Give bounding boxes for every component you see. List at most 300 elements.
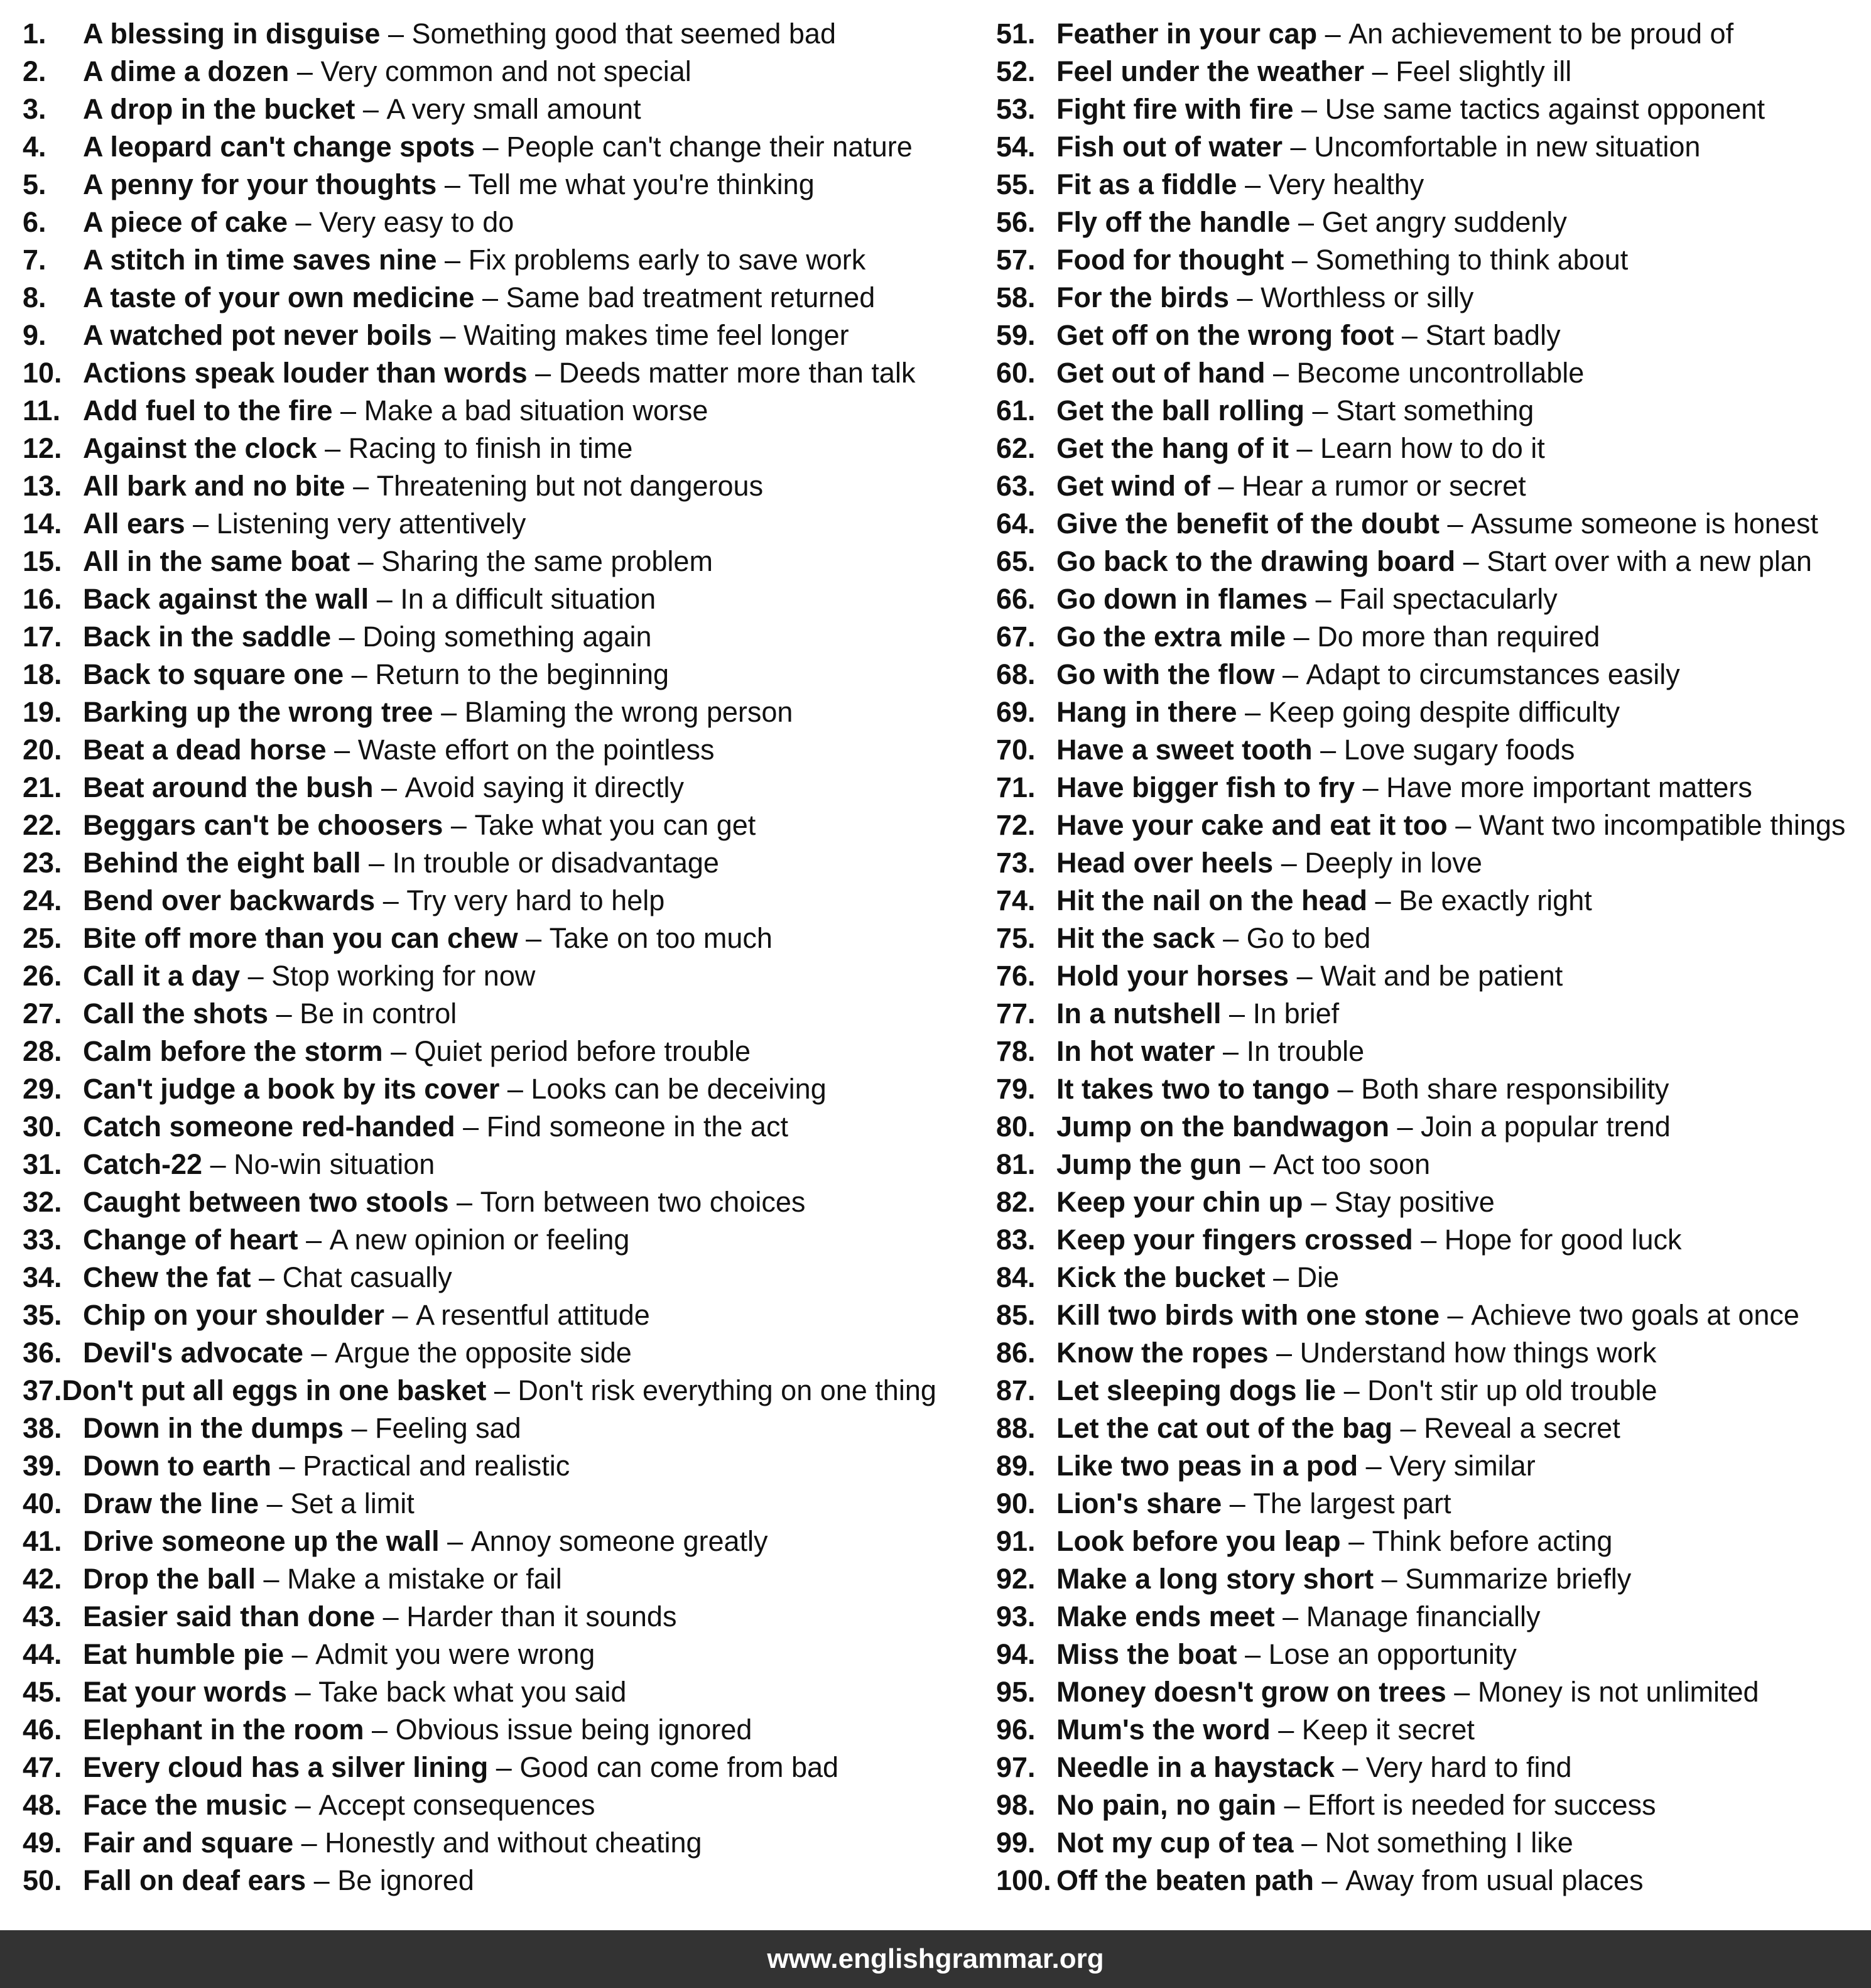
idiom-phrase: Keep your fingers crossed [1056, 1224, 1413, 1256]
list-item [996, 957, 1871, 995]
item-number: 98. [996, 1789, 1036, 1821]
idiom-meaning: Start something [1336, 394, 1534, 426]
idiom-meaning: Achieve two goals at once [1471, 1299, 1799, 1331]
idiom-meaning: Quiet period before trouble [414, 1035, 751, 1067]
list-item [23, 618, 933, 656]
idiom-phrase: Behind the eight ball [83, 847, 361, 879]
separator-dash: – [1272, 357, 1289, 389]
idiom-meaning: Find someone in the act [486, 1111, 788, 1143]
list-item [23, 1410, 933, 1447]
item-number: 17. [23, 621, 62, 653]
separator-dash: – [1343, 1374, 1360, 1406]
item-number: 14. [23, 508, 62, 540]
list-item [996, 543, 1871, 580]
item-number: 19. [23, 696, 62, 728]
idiom-phrase: Feel under the weather [1056, 55, 1365, 87]
idiom-phrase: Give the benefit of the doubt [1056, 508, 1440, 540]
item-number: 33. [23, 1224, 62, 1256]
idiom-phrase: Go the extra mile [1056, 621, 1286, 653]
idiom-phrase: A blessing in disguise [83, 18, 381, 50]
separator-dash: – [450, 809, 467, 841]
list-item [996, 920, 1871, 957]
item-number: 88. [996, 1412, 1036, 1444]
idiom-meaning: Do more than required [1317, 621, 1600, 653]
separator-dash: – [1311, 1186, 1327, 1218]
list-item [996, 1560, 1871, 1598]
item-number: 57. [996, 244, 1036, 276]
idiom-meaning: Waiting makes time feel longer [464, 319, 849, 351]
item-number: 71. [996, 771, 1036, 803]
item-number: 39. [23, 1450, 62, 1482]
idiom-meaning: Worthless or silly [1261, 281, 1474, 313]
list-item [23, 844, 933, 882]
idiom-meaning: The largest part [1253, 1487, 1451, 1519]
idiom-phrase: Make a long story short [1056, 1563, 1374, 1595]
separator-dash: – [259, 1261, 275, 1293]
item-number: 12. [23, 432, 62, 464]
item-number: 31. [23, 1148, 62, 1180]
idiom-phrase: Devil's advocate [83, 1337, 303, 1369]
item-number: 95. [996, 1676, 1036, 1708]
item-number: 79. [996, 1073, 1036, 1105]
idiom-meaning: Join a popular trend [1421, 1111, 1671, 1143]
idiom-meaning: Torn between two choices [480, 1186, 806, 1218]
item-number: 55. [996, 168, 1036, 200]
idiom-meaning: Take on too much [549, 922, 773, 954]
idiom-meaning: Manage financially [1306, 1600, 1541, 1632]
separator-dash: – [376, 583, 393, 615]
idiom-list-right [996, 15, 1871, 1899]
separator-dash: – [381, 771, 398, 803]
idiom-phrase: Beat a dead horse [83, 734, 327, 766]
separator-dash: – [496, 1751, 512, 1783]
list-item [23, 317, 933, 354]
list-item [996, 1146, 1871, 1183]
item-number: 76. [996, 960, 1036, 992]
idiom-meaning: Fix problems early to save work [468, 244, 866, 276]
idiom-meaning: In brief [1252, 997, 1340, 1029]
separator-dash: – [382, 884, 399, 916]
list-item [996, 995, 1871, 1033]
item-number: 67. [996, 621, 1036, 653]
separator-dash: – [1273, 1261, 1289, 1293]
footer-url[interactable]: www.englishgrammar.org [767, 1943, 1104, 1974]
list-item [996, 241, 1871, 279]
item-number: 7. [23, 244, 46, 276]
list-item [23, 1183, 933, 1221]
idiom-phrase: Make ends meet [1056, 1600, 1275, 1632]
idiom-meaning: Stay positive [1334, 1186, 1495, 1218]
separator-dash: – [1397, 1111, 1413, 1143]
idiom-phrase: Off the beaten path [1056, 1864, 1315, 1896]
idiom-meaning: Uncomfortable in new situation [1314, 131, 1701, 163]
item-number: 27. [23, 997, 62, 1029]
idiom-phrase: All ears [83, 508, 185, 540]
idiom-meaning: Blaming the wrong person [464, 696, 793, 728]
separator-dash: – [1325, 18, 1341, 50]
item-number: 68. [996, 658, 1036, 690]
list-item [996, 15, 1871, 53]
separator-dash: – [1401, 319, 1418, 351]
separator-dash: – [1245, 696, 1261, 728]
separator-dash: – [210, 1148, 226, 1180]
idiom-meaning: Something to think about [1315, 244, 1629, 276]
idiom-meaning: Argue the opposite side [334, 1337, 632, 1369]
item-number: 30. [23, 1111, 62, 1143]
idiom-phrase: Bite off more than you can chew [83, 922, 518, 954]
separator-dash: – [382, 1600, 399, 1632]
item-number: 74. [996, 884, 1036, 916]
separator-dash: – [1293, 621, 1310, 653]
separator-dash: – [1454, 1676, 1470, 1708]
idiom-phrase: Back to square one [83, 658, 344, 690]
separator-dash: – [334, 734, 350, 766]
idiom-meaning: Annoy someone greatly [470, 1525, 768, 1557]
list-item [996, 1259, 1871, 1296]
idiom-meaning: Wait and be patient [1320, 960, 1563, 992]
idiom-meaning: Act too soon [1273, 1148, 1431, 1180]
idiom-meaning: Take what you can get [474, 809, 756, 841]
item-number: 16. [23, 583, 62, 615]
idiom-phrase: Barking up the wrong tree [83, 696, 433, 728]
item-number: 40. [23, 1487, 62, 1519]
item-number: 6. [23, 206, 46, 238]
idiom-phrase: Get the ball rolling [1056, 394, 1305, 426]
item-number: 81. [996, 1148, 1036, 1180]
separator-dash: – [1421, 1224, 1437, 1256]
idiom-meaning: A very small amount [386, 93, 641, 125]
list-item [23, 1372, 936, 1410]
separator-dash: – [1245, 168, 1261, 200]
list-item [996, 1749, 1871, 1786]
idiom-phrase: Add fuel to the fire [83, 394, 333, 426]
list-item [23, 1673, 933, 1711]
list-item [996, 1334, 1871, 1372]
separator-dash: – [482, 131, 499, 163]
idiom-phrase: Down to earth [83, 1450, 271, 1482]
idiom-meaning: Something good that seemed bad [411, 18, 836, 50]
item-number: 99. [996, 1827, 1036, 1859]
idiom-phrase: Miss the boat [1056, 1638, 1237, 1670]
idiom-phrase: Fly off the handle [1056, 206, 1291, 238]
idiom-meaning: Doing something again [362, 621, 652, 653]
idiom-phrase: Drop the ball [83, 1563, 256, 1595]
separator-dash: – [295, 206, 312, 238]
separator-dash: – [1223, 922, 1239, 954]
idiom-phrase: Back against the wall [83, 583, 369, 615]
item-number: 52. [996, 55, 1036, 87]
item-number: 54. [996, 131, 1036, 163]
separator-dash: – [1296, 960, 1313, 992]
idiom-phrase: Actions speak louder than words [83, 357, 528, 389]
item-number: 83. [996, 1224, 1036, 1256]
item-number: 50. [23, 1864, 62, 1896]
idiom-phrase: Needle in a haystack [1056, 1751, 1335, 1783]
list-item [996, 128, 1871, 166]
idiom-phrase: Lion's share [1056, 1487, 1222, 1519]
item-number: 51. [996, 18, 1036, 50]
list-item [23, 241, 933, 279]
idiom-meaning: Very easy to do [319, 206, 514, 238]
item-number: 80. [996, 1111, 1036, 1143]
idiom-phrase: Chip on your shoulder [83, 1299, 384, 1331]
idiom-phrase: Drive someone up the wall [83, 1525, 440, 1557]
list-item [996, 1183, 1871, 1221]
idiom-meaning: Very healthy [1268, 168, 1424, 200]
idiom-meaning: People can't change their nature [506, 131, 913, 163]
idiom-phrase: Kick the bucket [1056, 1261, 1266, 1293]
list-item [996, 580, 1871, 618]
idiom-meaning: Reveal a secret [1424, 1412, 1620, 1444]
idiom-phrase: Money doesn't grow on trees [1056, 1676, 1446, 1708]
idiom-phrase: Hit the sack [1056, 922, 1215, 954]
list-item [23, 920, 933, 957]
item-number: 84. [996, 1261, 1036, 1293]
item-number: 47. [23, 1751, 62, 1783]
separator-dash: – [1342, 1751, 1359, 1783]
list-item [996, 1824, 1871, 1862]
item-number: 97. [996, 1751, 1036, 1783]
item-number: 91. [996, 1525, 1036, 1557]
idiom-phrase: Chew the fat [83, 1261, 251, 1293]
list-item [996, 505, 1871, 543]
idiom-meaning: Be exactly right [1399, 884, 1592, 916]
list-item [23, 1221, 933, 1259]
separator-dash: – [482, 281, 498, 313]
idiom-phrase: In a nutshell [1056, 997, 1222, 1029]
list-item [996, 317, 1871, 354]
idiom-phrase: Beat around the bush [83, 771, 374, 803]
idiom-meaning: Practical and realistic [303, 1450, 570, 1482]
idiom-meaning: Sharing the same problem [381, 545, 713, 577]
list-item [23, 1523, 933, 1560]
idiom-phrase: Fight fire with fire [1056, 93, 1294, 125]
idiom-meaning: Avoid saying it directly [404, 771, 684, 803]
idiom-meaning: Very similar [1389, 1450, 1536, 1482]
idiom-meaning: Try very hard to help [406, 884, 665, 916]
idiom-phrase: Calm before the storm [83, 1035, 383, 1067]
item-number: 65. [996, 545, 1036, 577]
idiom-phrase: All bark and no bite [83, 470, 345, 502]
separator-dash: – [1447, 1299, 1463, 1331]
separator-dash: – [296, 55, 313, 87]
item-number: 13. [23, 470, 62, 502]
separator-dash: – [444, 168, 460, 200]
list-item [23, 53, 933, 90]
separator-dash: – [353, 470, 369, 502]
separator-dash: – [388, 18, 404, 50]
idiom-phrase: Hang in there [1056, 696, 1237, 728]
idiom-meaning: Effort is needed for success [1308, 1789, 1656, 1821]
idiom-meaning: Listening very attentively [216, 508, 526, 540]
separator-dash: – [340, 394, 357, 426]
idiom-meaning: Obvious issue being ignored [395, 1714, 752, 1746]
separator-dash: – [1312, 394, 1328, 426]
separator-dash: – [1375, 884, 1391, 916]
item-number: 23. [23, 847, 62, 879]
list-item [23, 467, 933, 505]
separator-dash: – [1249, 1148, 1266, 1180]
idiom-phrase: A leopard can't change spots [83, 131, 475, 163]
item-number: 2. [23, 55, 46, 87]
item-number: 34. [23, 1261, 62, 1293]
item-number: 56. [996, 206, 1036, 238]
idiom-meaning: A new opinion or feeling [329, 1224, 630, 1256]
item-number: 89. [996, 1450, 1036, 1482]
separator-dash: – [1447, 508, 1463, 540]
idiom-meaning: Adapt to circumstances easily [1306, 658, 1680, 690]
list-item [996, 1862, 1871, 1899]
item-number: 41. [23, 1525, 62, 1557]
idiom-meaning: Be ignored [337, 1864, 474, 1896]
list-item [996, 1673, 1871, 1711]
idiom-meaning: Same bad treatment returned [506, 281, 876, 313]
idiom-meaning: Die [1296, 1261, 1340, 1293]
item-number: 29. [23, 1073, 62, 1105]
separator-dash: – [295, 1789, 311, 1821]
list-item [23, 1259, 933, 1296]
item-number: 86. [996, 1337, 1036, 1369]
separator-dash: – [339, 621, 355, 653]
item-number: 46. [23, 1714, 62, 1746]
item-number: 35. [23, 1299, 62, 1331]
idiom-list-left [23, 15, 936, 1899]
idiom-meaning: Use same tactics against opponent [1325, 93, 1765, 125]
item-number: 18. [23, 658, 62, 690]
idiom-phrase: Feather in your cap [1056, 18, 1318, 50]
idiom-phrase: Know the ropes [1056, 1337, 1269, 1369]
list-item [23, 995, 933, 1033]
idiom-meaning: Threatening but not dangerous [376, 470, 764, 502]
idiom-phrase: Catch someone red-handed [83, 1111, 455, 1143]
separator-dash: – [526, 922, 542, 954]
separator-dash: – [247, 960, 264, 992]
idiom-phrase: Get the hang of it [1056, 432, 1289, 464]
separator-dash: – [1223, 1035, 1239, 1067]
idiom-phrase: Keep your chin up [1056, 1186, 1303, 1218]
idiom-phrase: Easier said than done [83, 1600, 376, 1632]
separator-dash: – [1372, 55, 1388, 87]
idiom-meaning: Make a bad situation worse [364, 394, 708, 426]
list-item [23, 580, 933, 618]
separator-dash: – [351, 658, 367, 690]
item-number: 25. [23, 922, 62, 954]
item-number: 21. [23, 771, 62, 803]
idiom-phrase: A stitch in time saves nine [83, 244, 437, 276]
idiom-phrase: Get wind of [1056, 470, 1210, 502]
separator-dash: – [279, 1450, 295, 1482]
idiom-phrase: Fair and square [83, 1827, 294, 1859]
list-item [996, 1711, 1871, 1749]
separator-dash: – [301, 1827, 317, 1859]
list-item [23, 882, 933, 920]
item-number: 66. [996, 583, 1036, 615]
separator-dash: – [457, 1186, 473, 1218]
idiom-meaning: Get angry suddenly [1321, 206, 1567, 238]
item-number: 62. [996, 432, 1036, 464]
idiom-phrase: Mum's the word [1056, 1714, 1271, 1746]
idiom-phrase: For the birds [1056, 281, 1230, 313]
idiom-phrase: Down in the dumps [83, 1412, 344, 1444]
idiom-meaning: Feel slightly ill [1396, 55, 1572, 87]
idiom-phrase: A taste of your own medicine [83, 281, 475, 313]
idiom-meaning: Have more important matters [1386, 771, 1752, 803]
list-item [996, 1523, 1871, 1560]
list-item [996, 90, 1871, 128]
idiom-phrase: Fit as a fiddle [1056, 168, 1237, 200]
idiom-phrase: Eat your words [83, 1676, 288, 1708]
list-item [23, 1862, 933, 1899]
separator-dash: – [1315, 583, 1331, 615]
separator-dash: – [276, 997, 292, 1029]
separator-dash: – [447, 1525, 464, 1557]
idiom-phrase: Get off on the wrong foot [1056, 319, 1394, 351]
separator-dash: – [494, 1374, 510, 1406]
idiom-meaning: Understand how things work [1299, 1337, 1657, 1369]
idiom-phrase: Like two peas in a pod [1056, 1450, 1359, 1482]
idiom-phrase: Head over heels [1056, 847, 1274, 879]
separator-dash: – [441, 696, 457, 728]
idiom-meaning: Chat casually [282, 1261, 452, 1293]
separator-dash: – [1321, 1864, 1338, 1896]
list-item [23, 15, 933, 53]
idiom-phrase: Go back to the drawing board [1056, 545, 1456, 577]
item-number: 100. [996, 1864, 1051, 1896]
idiom-meaning: Think before acting [1372, 1525, 1613, 1557]
list-item [996, 656, 1871, 693]
idiom-phrase: Fall on deaf ears [83, 1864, 306, 1896]
separator-dash: – [1320, 734, 1337, 766]
list-item [23, 769, 933, 807]
separator-dash: – [351, 1412, 367, 1444]
list-item [996, 1296, 1871, 1334]
idiom-meaning: Looks can be deceiving [531, 1073, 827, 1105]
list-item [996, 430, 1871, 467]
list-item [23, 1447, 933, 1485]
separator-dash: – [1381, 1563, 1397, 1595]
idiom-meaning: Become uncontrollable [1296, 357, 1585, 389]
separator-dash: – [1278, 1714, 1294, 1746]
idiom-meaning: Harder than it sounds [406, 1600, 677, 1632]
item-number: 1. [23, 18, 46, 50]
list-item [996, 1221, 1871, 1259]
idiom-meaning: Feeling sad [375, 1412, 521, 1444]
item-number: 22. [23, 809, 62, 841]
idiom-phrase: Eat humble pie [83, 1638, 285, 1670]
idiom-phrase: Call it a day [83, 960, 241, 992]
list-item [23, 656, 933, 693]
separator-dash: – [325, 432, 341, 464]
separator-dash: – [1337, 1073, 1353, 1105]
list-item [996, 1447, 1871, 1485]
idiom-phrase: Have bigger fish to fry [1056, 771, 1355, 803]
separator-dash: – [1455, 809, 1472, 841]
idiom-phrase: Face the music [83, 1789, 288, 1821]
idiom-phrase: Hit the nail on the head [1056, 884, 1368, 916]
idiom-meaning: Start over with a new plan [1487, 545, 1812, 577]
idiom-phrase: Catch-22 [83, 1148, 203, 1180]
idiom-meaning: Be in control [300, 997, 457, 1029]
idiom-meaning: Learn how to do it [1320, 432, 1545, 464]
list-item [996, 1636, 1871, 1673]
item-number: 93. [996, 1600, 1036, 1632]
idiom-meaning: A resentful attitude [416, 1299, 650, 1331]
idiom-meaning: Want two incompatible things [1478, 809, 1846, 841]
item-number: 45. [23, 1676, 62, 1708]
idiom-meaning: No-win situation [234, 1148, 435, 1180]
idiom-phrase: A penny for your thoughts [83, 168, 437, 200]
idiom-meaning: Deeply in love [1304, 847, 1482, 879]
